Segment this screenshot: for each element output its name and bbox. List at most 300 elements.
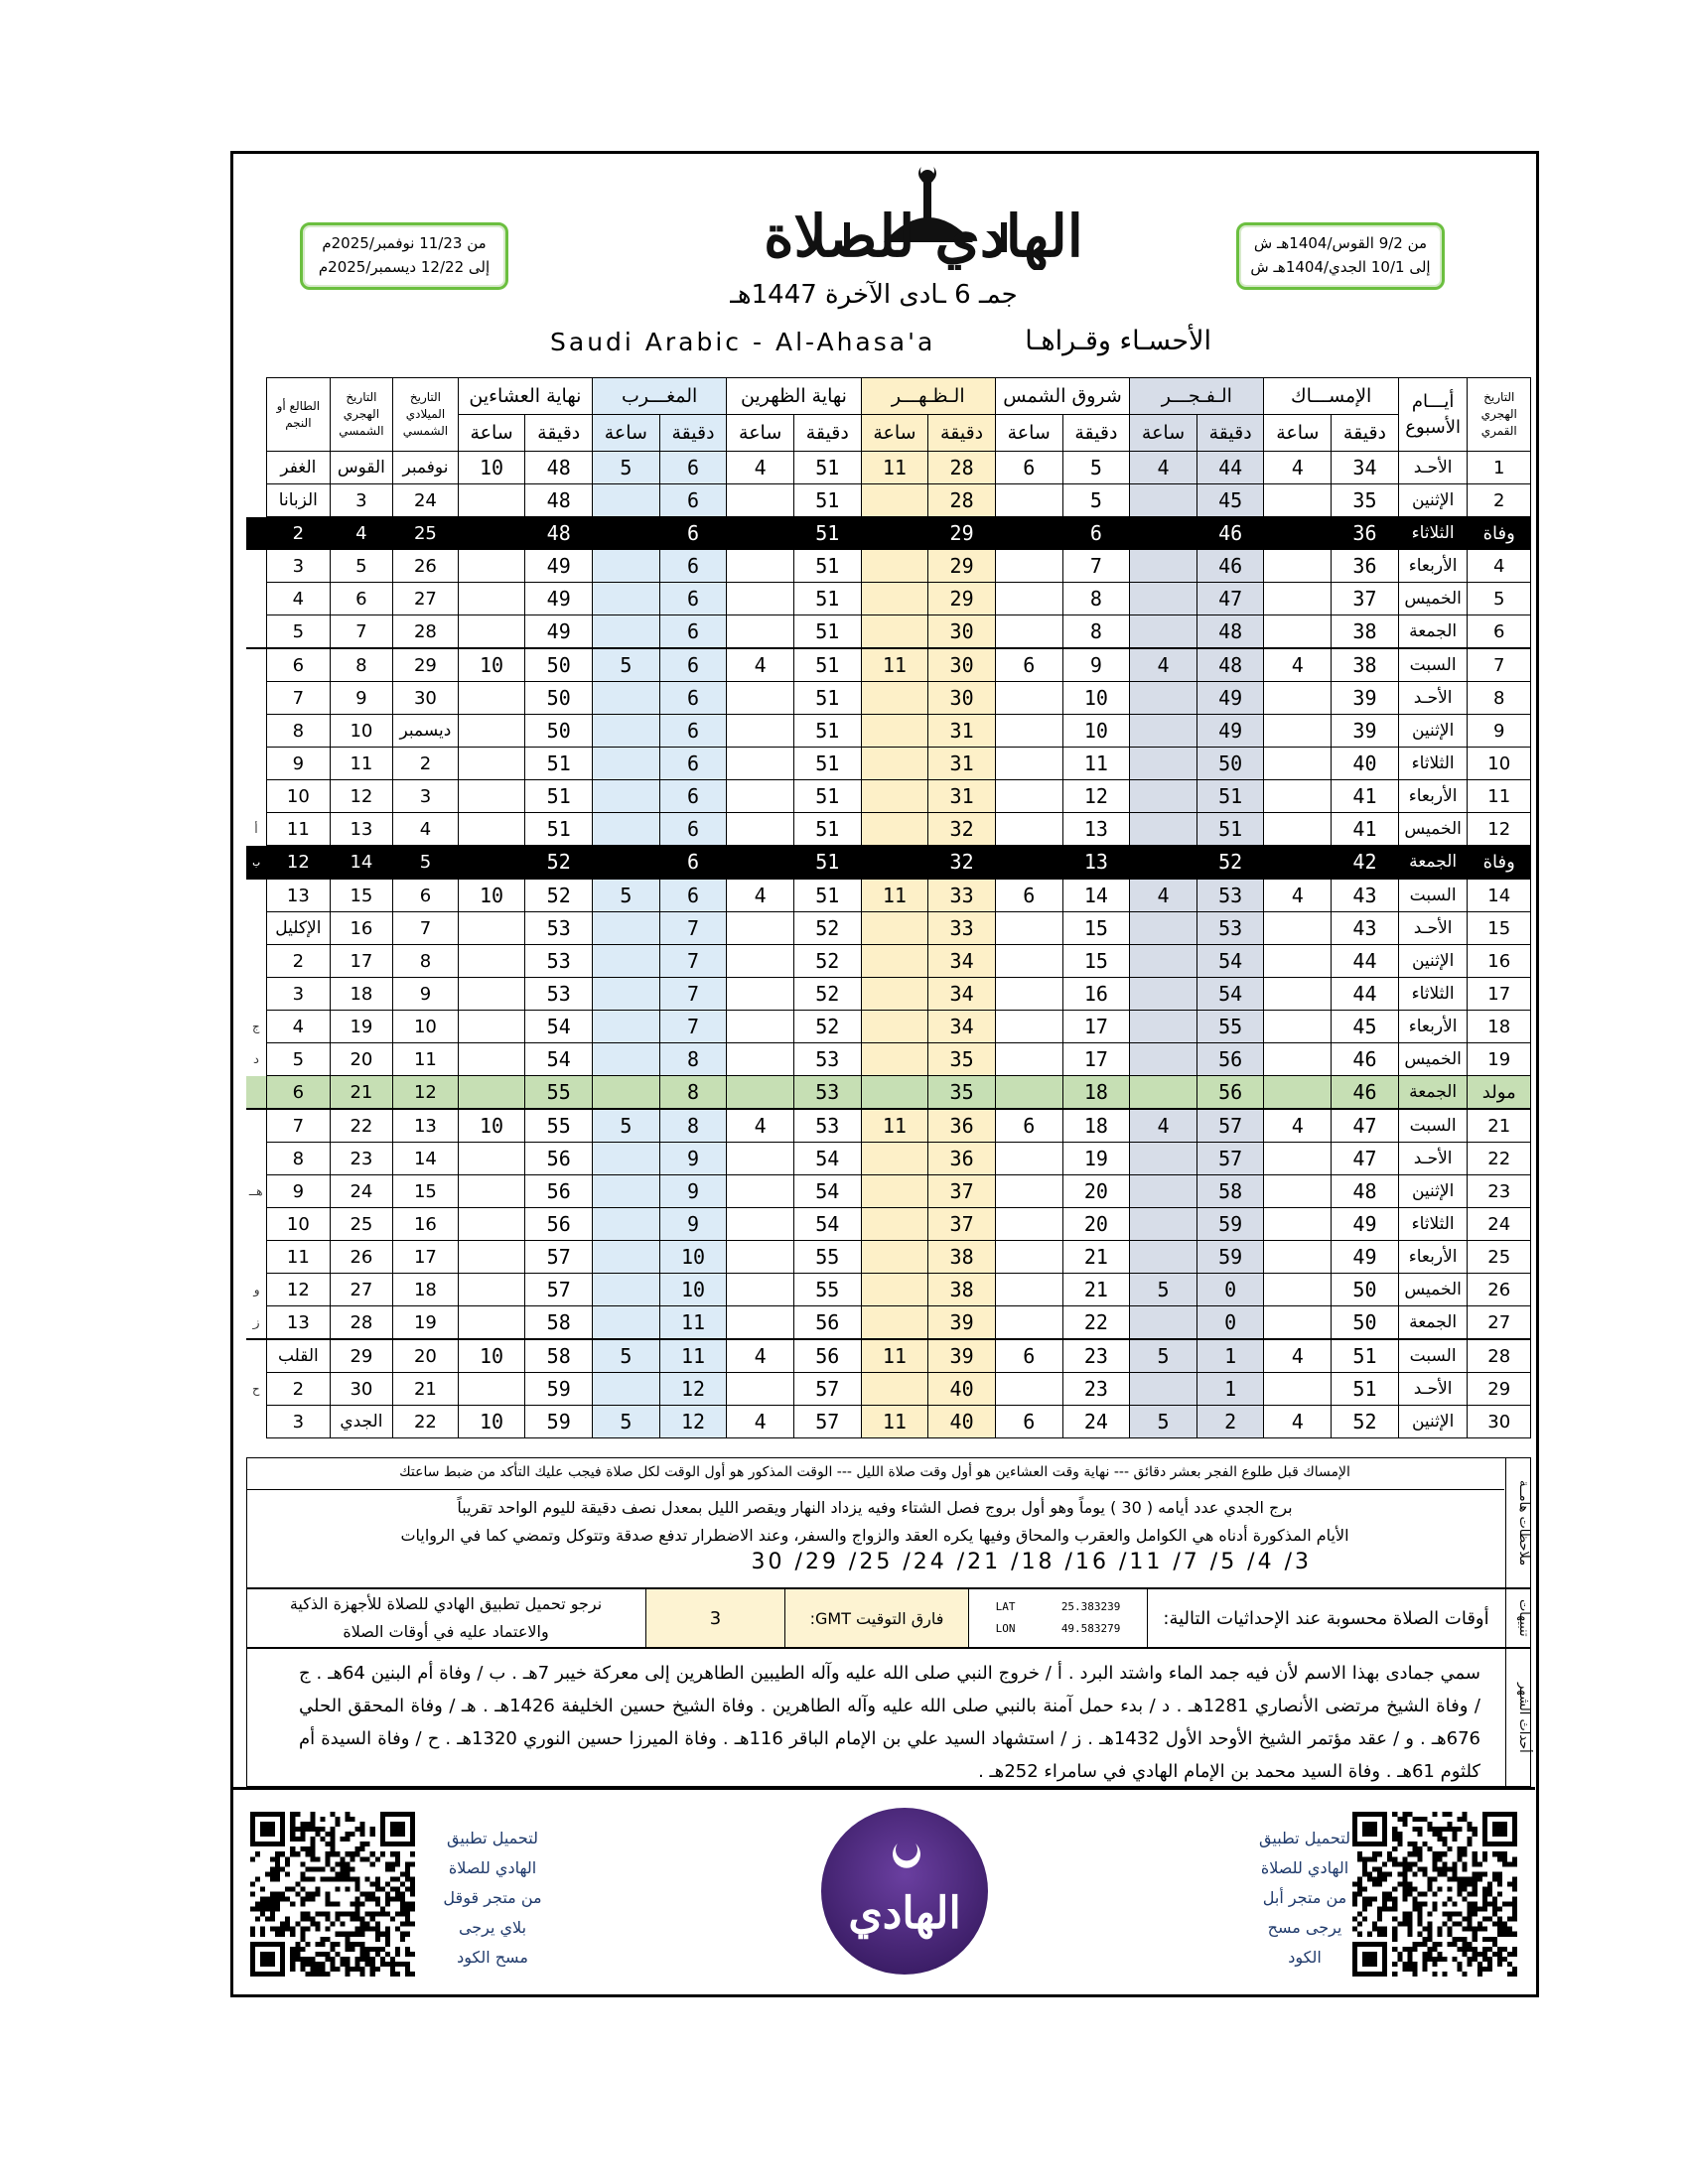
cell-sunrise-hour	[995, 1274, 1062, 1306]
table-row	[246, 1406, 1531, 1438]
cell-gregorian-date: 10	[393, 1011, 459, 1043]
cell-dhuhr-minute: 31	[928, 715, 996, 748]
cell-dhuhr-minute: 30	[928, 615, 996, 649]
cell-sunrise-minute: 11	[1062, 748, 1130, 780]
cell-hijri-date: 26	[1468, 1274, 1531, 1306]
cell-maghrib-minute: 7	[659, 945, 727, 978]
solar-hijri-range-box	[1236, 222, 1445, 290]
cell-maghrib-hour	[593, 682, 660, 715]
cell-imsak-hour: 4	[1264, 879, 1332, 912]
table-row	[246, 1011, 1531, 1043]
cell-sunrise-minute: 14	[1062, 879, 1130, 912]
cell-sunrise-minute: 20	[1062, 1208, 1130, 1241]
cell-end-ishaain-hour	[458, 715, 525, 748]
cell-gregorian-date: 21	[393, 1373, 459, 1406]
cell-imsak-minute: 41	[1332, 813, 1399, 846]
cell-hijri-date: 18	[1468, 1011, 1531, 1043]
cell-imsak-minute: 39	[1332, 682, 1399, 715]
cell-hijri-date: 9	[1468, 715, 1531, 748]
gmt-label: فارق التوقيت GMT:	[784, 1589, 968, 1647]
cell-maghrib-minute: 10	[659, 1241, 727, 1274]
table-row	[246, 648, 1531, 682]
cell-sunrise-minute: 24	[1062, 1406, 1130, 1438]
cell-weekday: الأربعاء	[1398, 780, 1468, 813]
cell-event-marker: ب	[246, 846, 267, 880]
cell-dhuhr-hour	[861, 1175, 928, 1208]
header-end-dhuhrain: نهاية الظهرين	[727, 378, 861, 415]
cell-hijri-date: 10	[1468, 748, 1531, 780]
cell-end-ishaain-hour	[458, 1043, 525, 1076]
cell-fajr-hour	[1130, 945, 1197, 978]
cell-event-marker	[246, 978, 267, 1011]
cell-end-ishaain-minute: 49	[525, 615, 593, 649]
lon-value: 49.583279	[1060, 1622, 1121, 1635]
cell-gregorian-date: 2	[393, 748, 459, 780]
cell-star: 5	[267, 1043, 331, 1076]
subheader-imsak-minute: دقيقة	[1332, 415, 1399, 452]
table-row	[246, 1339, 1531, 1373]
cell-fajr-minute: 2	[1196, 1406, 1264, 1438]
cell-gregorian-date: 26	[393, 550, 459, 583]
cell-imsak-minute: 43	[1332, 912, 1399, 945]
cell-hijri-date: 24	[1468, 1208, 1531, 1241]
table-row	[246, 945, 1531, 978]
cell-dhuhr-hour	[861, 1143, 928, 1175]
cell-dhuhr-minute: 30	[928, 648, 996, 682]
cell-weekday: الإثنين	[1398, 945, 1468, 978]
cell-sunrise-hour	[995, 715, 1062, 748]
cell-fajr-hour: 4	[1130, 648, 1197, 682]
cell-imsak-hour: 4	[1264, 1109, 1332, 1143]
table-row	[246, 550, 1531, 583]
cell-maghrib-hour	[593, 715, 660, 748]
cell-end-ishaain-hour	[458, 945, 525, 978]
cell-fajr-hour	[1130, 1208, 1197, 1241]
cell-hijri-date: وفاة	[1468, 846, 1531, 880]
cell-end-dhuhrain-minute: 54	[793, 1143, 861, 1175]
cell-hijri-date: وفاة	[1468, 517, 1531, 550]
cell-end-ishaain-minute: 53	[525, 912, 593, 945]
cell-end-ishaain-minute: 50	[525, 715, 593, 748]
cell-fajr-hour	[1130, 1043, 1197, 1076]
cell-weekday: الأربعاء	[1398, 550, 1468, 583]
cell-end-ishaain-minute: 52	[525, 846, 593, 880]
cell-dhuhr-minute: 38	[928, 1274, 996, 1306]
cell-end-ishaain-hour	[458, 550, 525, 583]
cell-sunrise-minute: 23	[1062, 1339, 1130, 1373]
cell-event-marker: ز	[252, 1314, 260, 1329]
cell-solar-hijri-date: 6	[330, 583, 393, 615]
cell-maghrib-minute: 12	[659, 1373, 727, 1406]
cell-imsak-minute: 46	[1332, 1076, 1399, 1110]
gregorian-from: من 11/23 نوفمبر/2025م	[322, 234, 487, 252]
cell-fajr-hour	[1130, 1241, 1197, 1274]
cell-sunrise-minute: 16	[1062, 978, 1130, 1011]
cell-sunrise-hour	[995, 1241, 1062, 1274]
cell-gregorian-date: 18	[393, 1274, 459, 1306]
cell-sunrise-minute: 10	[1062, 682, 1130, 715]
table-row	[246, 780, 1531, 813]
events-section	[246, 1648, 1531, 1787]
cell-event-marker	[246, 517, 267, 550]
subheader-maghrib-hour: ساعة	[593, 415, 660, 452]
cell-gregorian-date: 6	[393, 879, 459, 912]
cell-fajr-minute: 55	[1196, 1011, 1264, 1043]
ios-text-5: الكود	[1288, 1948, 1322, 1967]
cell-fajr-hour	[1130, 1143, 1197, 1175]
cell-end-dhuhrain-minute: 51	[793, 813, 861, 846]
cell-event-marker	[246, 550, 267, 583]
cell-maghrib-minute: 9	[659, 1175, 727, 1208]
table-row	[246, 452, 1531, 484]
cell-fajr-minute: 56	[1196, 1043, 1264, 1076]
header-dhuhr: الـظـهـــر	[861, 378, 995, 415]
cell-dhuhr-hour	[861, 682, 928, 715]
cell-solar-hijri-date: 13	[330, 813, 393, 846]
cell-weekday: الإثنين	[1398, 484, 1468, 517]
cell-gregorian-date: 3	[393, 780, 459, 813]
cell-imsak-hour	[1264, 1373, 1332, 1406]
cell-imsak-hour: 4	[1264, 1339, 1332, 1373]
cell-dhuhr-hour	[861, 912, 928, 945]
cell-maghrib-minute: 9	[659, 1208, 727, 1241]
cell-imsak-hour	[1264, 583, 1332, 615]
cell-gregorian-date: 16	[393, 1208, 459, 1241]
cell-end-dhuhrain-hour	[727, 1373, 794, 1406]
header-maghrib: المغـــرب	[593, 378, 727, 415]
cell-hijri-date: 5	[1468, 583, 1531, 615]
cell-gregorian-date: 8	[393, 945, 459, 978]
cell-fajr-minute: 59	[1196, 1208, 1264, 1241]
cell-gregorian-date: 19	[393, 1306, 459, 1340]
cell-imsak-minute: 46	[1332, 1043, 1399, 1076]
cell-dhuhr-hour	[861, 978, 928, 1011]
cell-sunrise-hour	[995, 1076, 1062, 1110]
cell-end-dhuhrain-hour	[727, 715, 794, 748]
app-note-line-1: نرجو تحميل تطبيق الهادي للصلاة للأجهزة الذكية	[289, 1594, 603, 1613]
cell-end-dhuhrain-minute: 55	[793, 1274, 861, 1306]
cell-end-dhuhrain-minute: 52	[793, 978, 861, 1011]
cell-dhuhr-hour	[861, 846, 928, 880]
subheader-end-ishaain-hour: ساعة	[458, 415, 525, 452]
cell-imsak-hour: 4	[1264, 648, 1332, 682]
cell-dhuhr-minute: 38	[928, 1241, 996, 1274]
cell-weekday: السبت	[1398, 1109, 1468, 1143]
cell-sunrise-hour	[995, 583, 1062, 615]
cell-hijri-date: 7	[1468, 648, 1531, 682]
cell-imsak-hour	[1264, 1143, 1332, 1175]
cell-end-dhuhrain-minute: 56	[793, 1306, 861, 1340]
cell-end-ishaain-hour	[458, 846, 525, 880]
cell-hijri-date: 2	[1468, 484, 1531, 517]
cell-end-dhuhrain-minute: 51	[793, 748, 861, 780]
cell-end-dhuhrain-minute: 51	[793, 715, 861, 748]
table-row	[246, 846, 1531, 880]
cell-end-dhuhrain-hour	[727, 484, 794, 517]
prayer-times-table	[246, 377, 1531, 1438]
cell-end-dhuhrain-hour	[727, 780, 794, 813]
cell-maghrib-hour	[593, 748, 660, 780]
cell-fajr-minute: 44	[1196, 452, 1264, 484]
cell-end-ishaain-hour	[458, 978, 525, 1011]
cell-hijri-date: 17	[1468, 978, 1531, 1011]
ios-text-2: الهادي للصلاة	[1260, 1858, 1349, 1877]
cell-sunrise-minute: 13	[1062, 846, 1130, 880]
cell-fajr-hour	[1130, 1373, 1197, 1406]
cell-end-dhuhrain-minute: 51	[793, 517, 861, 550]
header-hijri-date: التاريخ الهجري القمري	[1468, 378, 1531, 452]
cell-fajr-hour	[1130, 1306, 1197, 1340]
cell-sunrise-minute: 5	[1062, 484, 1130, 517]
cell-imsak-hour	[1264, 1274, 1332, 1306]
cell-sunrise-minute: 15	[1062, 945, 1130, 978]
cell-gregorian-date: 28	[393, 615, 459, 649]
cell-gregorian-date: ديسمبر	[393, 715, 459, 748]
cell-end-ishaain-hour	[458, 583, 525, 615]
cell-imsak-minute: 35	[1332, 484, 1399, 517]
cell-imsak-hour	[1264, 1208, 1332, 1241]
cell-imsak-minute: 50	[1332, 1306, 1399, 1340]
cell-end-ishaain-hour: 10	[458, 1339, 525, 1373]
cell-fajr-minute: 0	[1196, 1306, 1264, 1340]
cell-imsak-hour	[1264, 1011, 1332, 1043]
header-side-spacer	[246, 378, 267, 452]
cell-gregorian-date: 24	[393, 484, 459, 517]
cell-maghrib-minute: 7	[659, 912, 727, 945]
cell-solar-hijri-date: 8	[330, 648, 393, 682]
cell-dhuhr-hour	[861, 1274, 928, 1306]
cell-fajr-hour	[1130, 583, 1197, 615]
header-gregorian: التاريخ الميلادي الشمسي	[393, 378, 459, 452]
cell-maghrib-hour	[593, 780, 660, 813]
cell-fajr-hour: 4	[1130, 452, 1197, 484]
cell-solar-hijri-date: 25	[330, 1208, 393, 1241]
cell-solar-hijri-date: 19	[330, 1011, 393, 1043]
cell-weekday: الجمعة	[1398, 1306, 1468, 1340]
cell-maghrib-minute: 7	[659, 1011, 727, 1043]
cell-fajr-hour	[1130, 682, 1197, 715]
cell-maghrib-hour: 5	[593, 1339, 660, 1373]
cell-end-ishaain-minute: 54	[525, 1043, 593, 1076]
cell-maghrib-minute: 11	[659, 1339, 727, 1373]
cell-maghrib-minute: 6	[659, 682, 727, 715]
note-line-1: الإمساك قبل طلوع الفجر بعشر دقائق --- نهاية وقت العشاءين هو أول وقت صلاة الليل --- الوقت المذكور هو أول الوقت لكل صلاة فيجب عليك التأكد من ضبط ساعتك	[399, 1464, 1350, 1480]
cell-maghrib-minute: 6	[659, 550, 727, 583]
cell-end-ishaain-hour	[458, 1011, 525, 1043]
cell-end-dhuhrain-minute: 51	[793, 583, 861, 615]
cell-sunrise-minute: 7	[1062, 550, 1130, 583]
cell-end-dhuhrain-hour	[727, 583, 794, 615]
table-row	[246, 1143, 1531, 1175]
cell-star: 2	[267, 517, 331, 550]
cell-dhuhr-minute: 40	[928, 1373, 996, 1406]
cell-imsak-minute: 45	[1332, 1011, 1399, 1043]
cell-weekday: الثلاثاء	[1398, 1208, 1468, 1241]
cell-star: 9	[267, 748, 331, 780]
footer	[232, 1787, 1535, 1998]
cell-end-ishaain-hour: 10	[458, 648, 525, 682]
cell-maghrib-hour: 5	[593, 648, 660, 682]
cell-end-ishaain-hour: 10	[458, 452, 525, 484]
cell-imsak-minute: 49	[1332, 1241, 1399, 1274]
cell-gregorian-date: 27	[393, 583, 459, 615]
table-row	[246, 813, 1531, 846]
cell-dhuhr-hour	[861, 484, 928, 517]
cell-star: 7	[267, 682, 331, 715]
cell-sunrise-minute: 15	[1062, 912, 1130, 945]
cell-weekday: الأحـد	[1398, 1143, 1468, 1175]
ios-qr-code[interactable]	[1352, 1810, 1517, 1979]
android-text-1: لتحميل تطبيق	[447, 1829, 538, 1847]
cell-end-ishaain-minute: 48	[525, 484, 593, 517]
cell-gregorian-date: 20	[393, 1339, 459, 1373]
cell-imsak-minute: 51	[1332, 1373, 1399, 1406]
cell-maghrib-minute: 6	[659, 517, 727, 550]
cell-fajr-minute: 52	[1196, 846, 1264, 880]
cell-star: 11	[267, 813, 331, 846]
cell-end-dhuhrain-hour	[727, 1274, 794, 1306]
cell-maghrib-hour	[593, 1373, 660, 1406]
cell-dhuhr-hour: 11	[861, 1406, 928, 1438]
cell-star: 4	[267, 583, 331, 615]
cell-event-marker	[246, 879, 267, 912]
cell-sunrise-hour	[995, 1175, 1062, 1208]
cell-end-ishaain-minute: 57	[525, 1241, 593, 1274]
cell-end-dhuhrain-hour	[727, 1175, 794, 1208]
cell-maghrib-hour	[593, 1076, 660, 1110]
cell-sunrise-minute: 22	[1062, 1306, 1130, 1340]
cell-solar-hijri-date: القوس	[330, 452, 393, 484]
cell-end-dhuhrain-minute: 56	[793, 1339, 861, 1373]
subheader-end-dhuhrain-hour: ساعة	[727, 415, 794, 452]
android-qr-code[interactable]	[250, 1810, 415, 1979]
cell-fajr-minute: 46	[1196, 517, 1264, 550]
cell-dhuhr-minute: 35	[928, 1076, 996, 1110]
app-logo	[735, 153, 1112, 270]
cell-fajr-hour	[1130, 1175, 1197, 1208]
cell-sunrise-minute: 5	[1062, 452, 1130, 484]
cell-end-ishaain-hour	[458, 1208, 525, 1241]
cell-hijri-date: 8	[1468, 682, 1531, 715]
cell-solar-hijri-date: 5	[330, 550, 393, 583]
cell-event-marker: د	[252, 1052, 260, 1066]
cell-hijri-date: 21	[1468, 1109, 1531, 1143]
table-row	[246, 1306, 1531, 1340]
ios-text-3: من متجر أبل	[1262, 1888, 1347, 1907]
header-star: الطالع أو النجم	[267, 378, 331, 452]
cell-maghrib-hour	[593, 1274, 660, 1306]
cell-end-ishaain-minute: 52	[525, 879, 593, 912]
cell-weekday: الخميس	[1398, 583, 1468, 615]
cell-sunrise-hour	[995, 978, 1062, 1011]
cell-maghrib-minute: 10	[659, 1274, 727, 1306]
android-download-text	[423, 1824, 562, 1973]
cell-end-ishaain-minute: 59	[525, 1373, 593, 1406]
cell-end-dhuhrain-minute: 51	[793, 484, 861, 517]
cell-end-dhuhrain-hour	[727, 846, 794, 880]
cell-sunrise-minute: 10	[1062, 715, 1130, 748]
cell-end-ishaain-minute: 56	[525, 1175, 593, 1208]
cell-weekday: السبت	[1398, 648, 1468, 682]
cell-fajr-hour	[1130, 615, 1197, 649]
coords-values	[968, 1589, 1147, 1647]
cell-sunrise-hour	[995, 813, 1062, 846]
cell-end-ishaain-minute: 59	[525, 1406, 593, 1438]
cell-maghrib-minute: 8	[659, 1109, 727, 1143]
cell-imsak-minute: 44	[1332, 978, 1399, 1011]
cell-dhuhr-hour: 11	[861, 1339, 928, 1373]
cell-imsak-minute: 42	[1332, 846, 1399, 880]
cell-end-dhuhrain-hour	[727, 1241, 794, 1274]
location-arabic: الأحسـاء وقـراهـا	[1025, 326, 1211, 356]
cell-sunrise-hour	[995, 1373, 1062, 1406]
cell-star: 12	[267, 1274, 331, 1306]
coords-label: أوقات الصلاة محسوبة عند الإحداثيات التالية:	[1147, 1589, 1504, 1647]
cell-end-ishaain-minute: 55	[525, 1109, 593, 1143]
cell-sunrise-hour: 6	[995, 1339, 1062, 1373]
cell-solar-hijri-date: 9	[330, 682, 393, 715]
cell-event-marker	[246, 1109, 267, 1143]
cell-end-dhuhrain-minute: 51	[793, 682, 861, 715]
cell-end-dhuhrain-minute: 57	[793, 1406, 861, 1438]
cell-star: 13	[267, 879, 331, 912]
cell-fajr-minute: 51	[1196, 813, 1264, 846]
cell-solar-hijri-date: 22	[330, 1109, 393, 1143]
cell-fajr-minute: 53	[1196, 912, 1264, 945]
cell-event-marker	[246, 452, 267, 484]
cell-fajr-minute: 1	[1196, 1373, 1264, 1406]
table-row	[246, 682, 1531, 715]
table-row	[246, 912, 1531, 945]
cell-end-dhuhrain-hour: 4	[727, 1109, 794, 1143]
cell-fajr-hour	[1130, 1011, 1197, 1043]
cell-sunrise-minute: 17	[1062, 1043, 1130, 1076]
cell-star: 4	[267, 1011, 331, 1043]
cell-maghrib-minute: 6	[659, 583, 727, 615]
cell-end-dhuhrain-hour: 4	[727, 1339, 794, 1373]
table-row	[246, 517, 1531, 550]
cell-maghrib-hour	[593, 1143, 660, 1175]
cell-solar-hijri-date: 3	[330, 484, 393, 517]
cell-end-ishaain-minute: 51	[525, 780, 593, 813]
cell-event-marker	[246, 1339, 267, 1373]
cell-end-ishaain-minute: 57	[525, 1274, 593, 1306]
cell-sunrise-minute: 18	[1062, 1109, 1130, 1143]
cell-weekday: الجمعة	[1398, 615, 1468, 649]
cell-maghrib-hour	[593, 912, 660, 945]
cell-imsak-hour	[1264, 550, 1332, 583]
cell-imsak-minute: 43	[1332, 879, 1399, 912]
cell-hijri-date: 29	[1468, 1373, 1531, 1406]
cell-dhuhr-minute: 29	[928, 517, 996, 550]
solar-from: من 9/2 القوس/1404هـ ش	[1253, 234, 1428, 252]
cell-hijri-date: 11	[1468, 780, 1531, 813]
cell-fajr-hour: 5	[1130, 1274, 1197, 1306]
cell-fajr-minute: 49	[1196, 715, 1264, 748]
cell-end-ishaain-hour	[458, 1373, 525, 1406]
cell-end-dhuhrain-hour	[727, 1043, 794, 1076]
cell-dhuhr-minute: 31	[928, 748, 996, 780]
cell-sunrise-minute: 18	[1062, 1076, 1130, 1110]
cell-solar-hijri-date: 10	[330, 715, 393, 748]
cell-hijri-date: 19	[1468, 1043, 1531, 1076]
cell-maghrib-minute: 6	[659, 846, 727, 880]
subheader-dhuhr-minute: دقيقة	[928, 415, 996, 452]
cell-dhuhr-minute: 32	[928, 813, 996, 846]
cell-imsak-minute: 52	[1332, 1406, 1399, 1438]
cell-sunrise-hour	[995, 846, 1062, 880]
cell-end-ishaain-hour	[458, 517, 525, 550]
